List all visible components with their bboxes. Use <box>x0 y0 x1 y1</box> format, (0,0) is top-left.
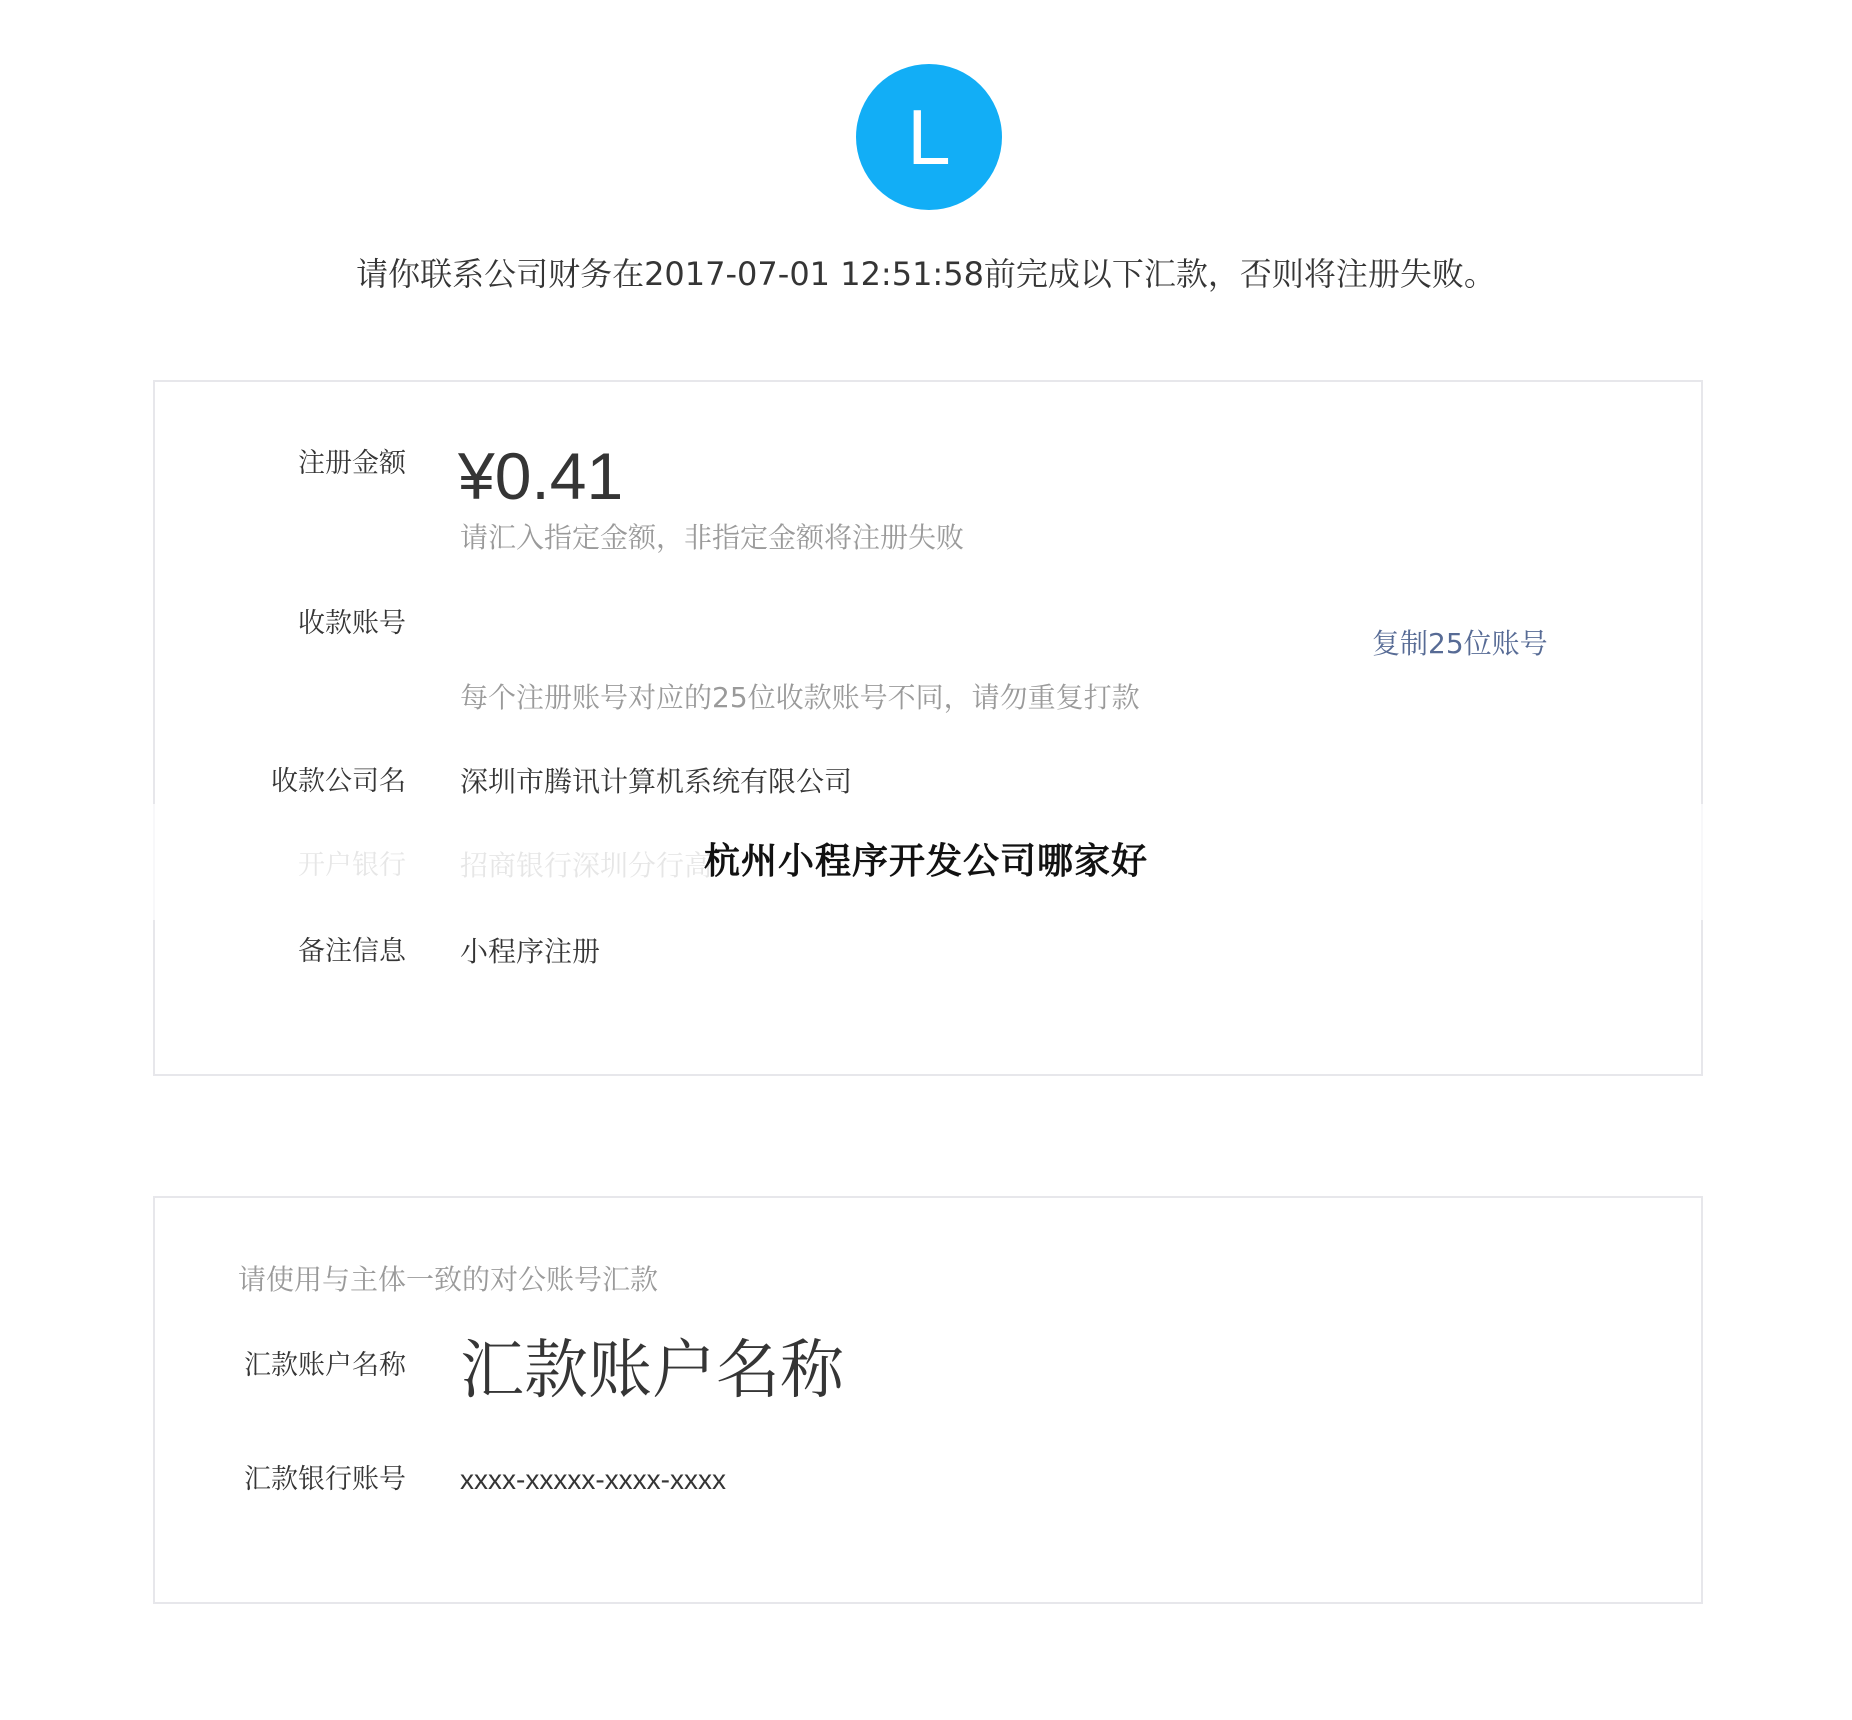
account-label: 收款账号 <box>298 608 406 639</box>
payer-hint: 请使用与主体一致的对公账号汇款 <box>238 1263 659 1296</box>
copy-account-link[interactable]: 复制25位账号 <box>1372 627 1548 660</box>
company-value: 深圳市腾讯计算机系统有限公司 <box>460 765 853 798</box>
avatar-letter: L <box>907 93 951 181</box>
avatar <box>856 64 1002 210</box>
watermark-text: 杭州小程序开发公司哪家好 <box>703 841 1148 882</box>
deadline-notice: 请你联系公司财务在2017-07-01 12:51:58前完成以下汇款，否则将注册失败。 <box>356 255 1496 293</box>
payer-name-label: 汇款账户名称 <box>244 1350 406 1381</box>
remark-value: 小程序注册 <box>460 935 601 968</box>
amount-label: 注册金额 <box>298 448 406 479</box>
payer-name-value: 汇款账户名称 <box>460 1334 844 1408</box>
account-tip: 每个注册账号对应的25位收款账号不同，请勿重复打款 <box>460 681 1140 714</box>
amount-value: ¥0.41 <box>458 439 624 513</box>
payer-bank-account-value: xxxx-xxxxx-xxxx-xxxx <box>460 1464 726 1495</box>
payer-bank-account-label: 汇款银行账号 <box>244 1464 406 1495</box>
remark-label: 备注信息 <box>298 936 406 967</box>
company-label: 收款公司名 <box>271 766 406 797</box>
amount-tip: 请汇入指定金额，非指定金额将注册失败 <box>460 521 965 554</box>
payer-info-card <box>153 1196 1703 1604</box>
